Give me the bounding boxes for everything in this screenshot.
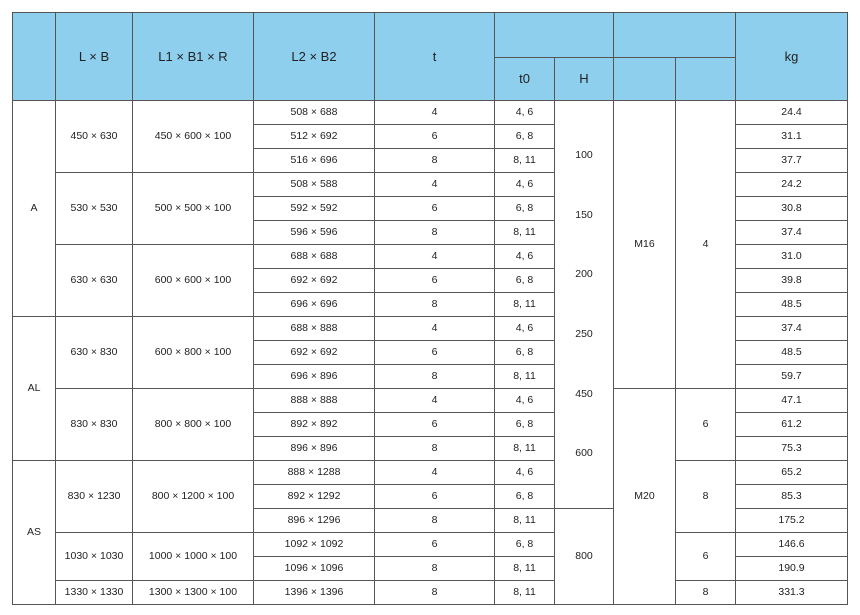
l2b2-cell: 896 × 1296 (254, 509, 375, 533)
l2b2-cell: 516 × 696 (254, 149, 375, 173)
t0-cell: 8, 11 (495, 437, 555, 461)
kg-cell: 37.4 (736, 317, 848, 341)
l2b2-cell: 508 × 688 (254, 101, 375, 125)
kg-cell: 175.2 (736, 509, 848, 533)
l2b2-cell: 888 × 888 (254, 389, 375, 413)
t0-cell: 8, 11 (495, 365, 555, 389)
bolt-cell: M16 (614, 101, 676, 389)
type-cell: AS (13, 461, 56, 605)
type-cell: AL (13, 317, 56, 461)
kg-cell: 30.8 (736, 197, 848, 221)
t-cell: 4 (375, 389, 495, 413)
t0-cell: 8, 11 (495, 581, 555, 605)
table-row (13, 533, 848, 557)
header-lb: L × B (56, 13, 133, 101)
lb-cell: 1330 × 1330 (56, 581, 133, 605)
table-row (13, 101, 848, 125)
header-l1b1r: L1 × B1 × R (133, 13, 254, 101)
l2b2-cell: 888 × 1288 (254, 461, 375, 485)
t-cell: 6 (375, 341, 495, 365)
t-cell: 4 (375, 245, 495, 269)
kg-cell: 331.3 (736, 581, 848, 605)
table-row (13, 461, 848, 485)
bolt-cell: M20 (614, 389, 676, 605)
l2b2-cell: 1396 × 1396 (254, 581, 375, 605)
l2b2-cell: 692 × 692 (254, 269, 375, 293)
t-cell: 8 (375, 437, 495, 461)
t-cell: 6 (375, 269, 495, 293)
l2b2-cell: 508 × 588 (254, 173, 375, 197)
l1b1r-cell: 500 × 500 × 100 (133, 173, 254, 245)
t-cell: 6 (375, 533, 495, 557)
t-cell: 4 (375, 173, 495, 197)
header-kg: kg (736, 13, 848, 101)
kg-cell: 37.7 (736, 149, 848, 173)
kg-cell: 31.1 (736, 125, 848, 149)
kg-cell: 65.2 (736, 461, 848, 485)
kg-cell: 37.4 (736, 221, 848, 245)
t-cell: 8 (375, 557, 495, 581)
kg-cell: 24.2 (736, 173, 848, 197)
l2b2-cell: 692 × 692 (254, 341, 375, 365)
l2b2-cell: 1096 × 1096 (254, 557, 375, 581)
l2b2-cell: 688 × 888 (254, 317, 375, 341)
qty-cell: 6 (676, 533, 736, 581)
lb-cell: 530 × 530 (56, 173, 133, 245)
l1b1r-cell: 450 × 600 × 100 (133, 101, 254, 173)
lb-cell: 630 × 830 (56, 317, 133, 389)
h-value: 250 (575, 328, 593, 341)
header-row-top (13, 13, 848, 58)
qty-cell: 8 (676, 461, 736, 533)
kg-cell: 47.1 (736, 389, 848, 413)
lb-cell: 450 × 630 (56, 101, 133, 173)
lb-cell: 630 × 630 (56, 245, 133, 317)
spec-table (12, 12, 848, 605)
kg-cell: 85.3 (736, 485, 848, 509)
kg-cell: 59.7 (736, 365, 848, 389)
kg-cell: 190.9 (736, 557, 848, 581)
t0-cell: 8, 11 (495, 557, 555, 581)
l2b2-cell: 512 × 692 (254, 125, 375, 149)
t0-cell: 6, 8 (495, 341, 555, 365)
header-qty (676, 57, 736, 101)
header-group-1 (495, 13, 614, 58)
t-cell: 8 (375, 293, 495, 317)
l1b1r-cell: 1300 × 1300 × 100 (133, 581, 254, 605)
h-value: 200 (575, 268, 593, 281)
kg-cell: 75.3 (736, 437, 848, 461)
header-type (13, 13, 56, 101)
table-row (13, 389, 848, 413)
t0-cell: 6, 8 (495, 125, 555, 149)
t-cell: 8 (375, 365, 495, 389)
l1b1r-cell: 600 × 600 × 100 (133, 245, 254, 317)
l2b2-cell: 696 × 896 (254, 365, 375, 389)
h-value: 600 (575, 447, 593, 460)
qty-cell: 8 (676, 581, 736, 605)
t0-cell: 6, 8 (495, 485, 555, 509)
h-cell (555, 101, 614, 509)
t-cell: 4 (375, 101, 495, 125)
t0-cell: 4, 6 (495, 101, 555, 125)
t0-cell: 6, 8 (495, 533, 555, 557)
kg-cell: 146.6 (736, 533, 848, 557)
t0-cell: 4, 6 (495, 245, 555, 269)
kg-cell: 48.5 (736, 341, 848, 365)
t-cell: 8 (375, 509, 495, 533)
h-value: 450 (575, 387, 593, 400)
t-cell: 4 (375, 317, 495, 341)
h-value: 150 (575, 208, 593, 221)
l2b2-cell: 592 × 592 (254, 197, 375, 221)
header-h: H (555, 57, 614, 101)
t0-cell: 4, 6 (495, 461, 555, 485)
t0-cell: 8, 11 (495, 293, 555, 317)
h-cell-last: 800 (555, 509, 614, 605)
kg-cell: 31.0 (736, 245, 848, 269)
t0-cell: 4, 6 (495, 389, 555, 413)
t0-cell: 4, 6 (495, 173, 555, 197)
t0-cell: 6, 8 (495, 269, 555, 293)
t0-cell: 8, 11 (495, 509, 555, 533)
t-cell: 8 (375, 221, 495, 245)
l2b2-cell: 892 × 892 (254, 413, 375, 437)
l1b1r-cell: 800 × 1200 × 100 (133, 461, 254, 533)
l2b2-cell: 1092 × 1092 (254, 533, 375, 557)
qty-cell: 6 (676, 389, 736, 461)
l2b2-cell: 892 × 1292 (254, 485, 375, 509)
t0-cell: 6, 8 (495, 197, 555, 221)
l2b2-cell: 896 × 896 (254, 437, 375, 461)
t-cell: 8 (375, 581, 495, 605)
lb-cell: 830 × 830 (56, 389, 133, 461)
l2b2-cell: 688 × 688 (254, 245, 375, 269)
l2b2-cell: 596 × 596 (254, 221, 375, 245)
type-cell: A (13, 101, 56, 317)
header-t0: t0 (495, 57, 555, 101)
qty-cell: 4 (676, 101, 736, 389)
t-cell: 6 (375, 485, 495, 509)
header-t: t (375, 13, 495, 101)
l1b1r-cell: 1000 × 1000 × 100 (133, 533, 254, 581)
t0-cell: 8, 11 (495, 149, 555, 173)
t-cell: 8 (375, 149, 495, 173)
spec-table-wrapper (12, 12, 848, 605)
header-group-2 (614, 13, 736, 58)
kg-cell: 39.8 (736, 269, 848, 293)
kg-cell: 48.5 (736, 293, 848, 317)
l1b1r-cell: 800 × 800 × 100 (133, 389, 254, 461)
t0-cell: 6, 8 (495, 413, 555, 437)
t-cell: 6 (375, 125, 495, 149)
t-cell: 6 (375, 413, 495, 437)
l2b2-cell: 696 × 696 (254, 293, 375, 317)
t0-cell: 8, 11 (495, 221, 555, 245)
kg-cell: 24.4 (736, 101, 848, 125)
t-cell: 4 (375, 461, 495, 485)
lb-cell: 830 × 1230 (56, 461, 133, 533)
t-cell: 6 (375, 197, 495, 221)
kg-cell: 61.2 (736, 413, 848, 437)
table-row (13, 581, 848, 605)
t0-cell: 4, 6 (495, 317, 555, 341)
h-value: 100 (575, 149, 593, 162)
l1b1r-cell: 600 × 800 × 100 (133, 317, 254, 389)
header-bolt (614, 57, 676, 101)
lb-cell: 1030 × 1030 (56, 533, 133, 581)
header-l2b2: L2 × B2 (254, 13, 375, 101)
